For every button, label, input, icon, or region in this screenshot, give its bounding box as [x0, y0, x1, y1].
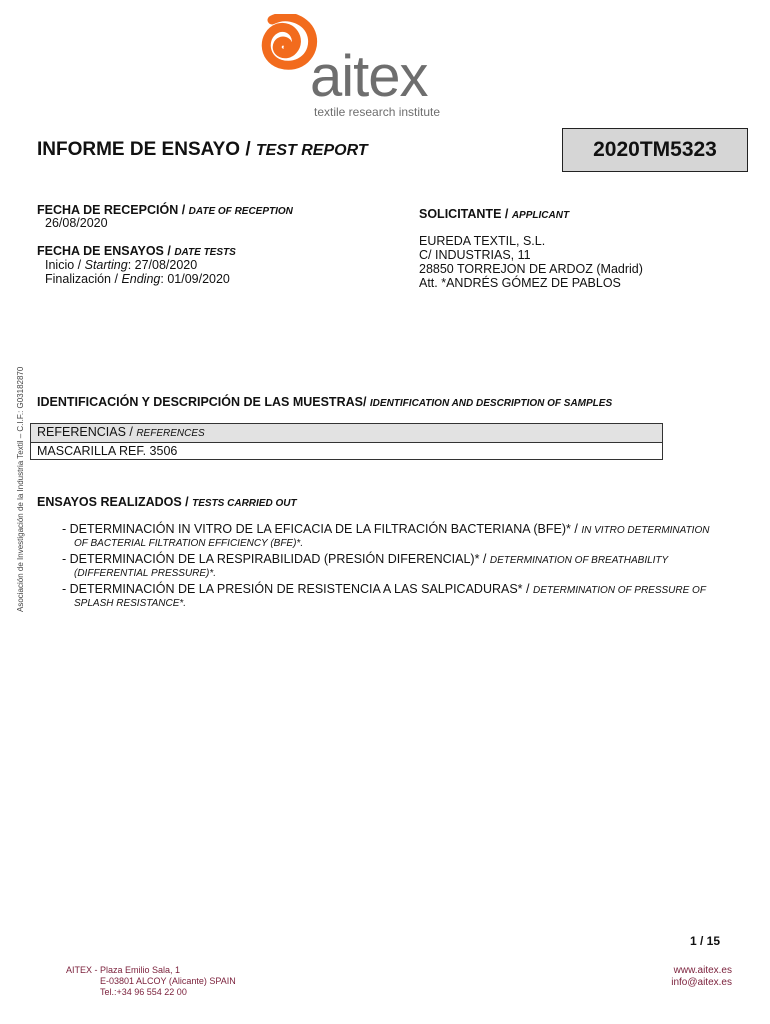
list-item: - DETERMINACIÓN DE LA PRESIÓN DE RESISTENCIA A LAS SALPICADURAS* / DETERMINATION OF PRESSURE OF SPLASH RESISTANCE*. — [62, 582, 706, 609]
footer-address: AITEX - Plaza Emilio Sala, 1 E-03801 ALCOY (Alicante) SPAIN Tel.:+34 96 554 22 00 — [66, 965, 236, 997]
table-row: MASCARILLA REF. 3506 — [37, 444, 178, 458]
samples-heading: IDENTIFICACIÓN Y DESCRIPCIÓN DE LAS MUESTRAS/ IDENTIFICATION AND DESCRIPTION OF SAMPLES — [37, 395, 613, 409]
footer-web-link[interactable]: www.aitex.es — [673, 965, 732, 976]
footer-email-link[interactable]: info@aitex.es — [671, 977, 732, 988]
brand-name: aitex — [310, 44, 428, 109]
applicant-address — [419, 234, 643, 290]
title-es: INFORME DE ENSAYO / — [37, 139, 256, 160]
tests-list — [62, 522, 752, 612]
page-title — [37, 140, 368, 159]
applicant-line: EUREDA TEXTIL, S.L. — [419, 234, 546, 248]
title-en: TEST REPORT — [255, 142, 368, 159]
tests-dates-label: FECHA DE ENSAYOS / DATE TESTS — [37, 244, 236, 258]
tests-done-heading: ENSAYOS REALIZADOS / TESTS CARRIED OUT — [37, 495, 297, 509]
page-number: 1 / 15 — [690, 934, 721, 948]
list-item: - DETERMINACIÓN IN VITRO DE LA EFICACIA DE LA FILTRACIÓN BACTERIANA (BFE)* / IN VITRO DETERMINATION OF BACTERIAL FILTRATION EFFICIENCY (BFE)*. — [62, 522, 710, 549]
report-number: 2020TM5323 — [593, 138, 717, 161]
applicant-label: SOLICITANTE / APPLICANT — [419, 207, 570, 221]
tests-end-date: Finalización / Ending: 01/09/2020 — [45, 272, 230, 286]
reception-label: FECHA DE RECEPCIÓN / DATE OF RECEPTION — [37, 203, 293, 217]
tests-start-date: Inicio / Starting: 27/08/2020 — [45, 258, 198, 272]
references-table — [30, 423, 663, 460]
reception-date: 26/08/2020 — [45, 216, 108, 230]
list-item: - DETERMINACIÓN DE LA RESPIRABILIDAD (PRESIÓN DIFERENCIAL)* / DETERMINATION OF BREATHABILITY (DIFFERENTIAL PRESSURE)*. — [62, 552, 669, 579]
side-legal-text: Asociación de Investigación de la Industria Textil – C.I.F.: G03182870 — [16, 366, 25, 612]
applicant-line: Att. *ANDRÉS GÓMEZ DE PABLOS — [419, 276, 621, 290]
brand-tagline: textile research institute — [314, 105, 441, 119]
applicant-line: 28850 TORREJON DE ARDOZ (Madrid) — [419, 262, 643, 276]
references-table-header: REFERENCIAS / REFERENCES — [31, 424, 662, 443]
applicant-line: C/ INDUSTRIAS, 11 — [419, 248, 531, 262]
footer-contact — [671, 965, 732, 989]
report-number-box — [562, 128, 748, 172]
